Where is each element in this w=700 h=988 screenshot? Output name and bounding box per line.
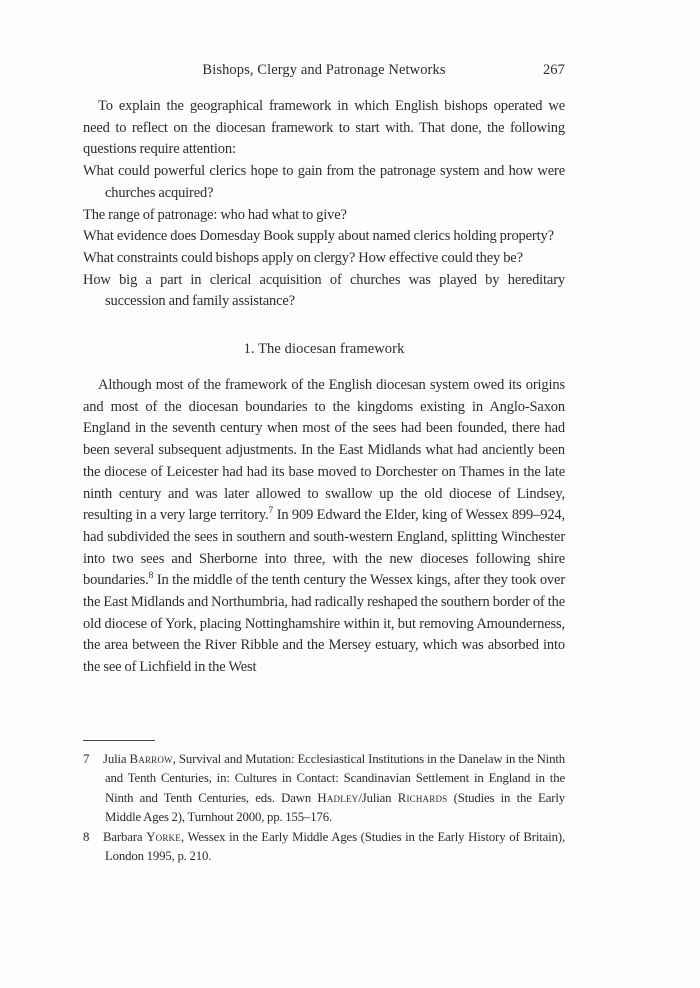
footnote-number: 7 (83, 752, 90, 766)
paragraph-text: Although most of the framework of the English diocesan system owed its origins and most of the diocesan boundaries to the kingdoms existing in Anglo-Saxon England in the seventh century when most of the sees had been founded, there had been several subsequent adjustments. In the East Midlands what had anciently been the diocese of Leicester had had its base moved to Dorchester on Thames in the late ninth century and was later allowed to swallow up the old diocese of Lindsey, resulting in a very large territory. (83, 377, 565, 524)
section-heading: 1. The diocesan framework (243, 341, 405, 358)
footnote-editor-name: Richards (397, 790, 448, 805)
footnote-text: /Julian (358, 790, 398, 805)
footnote-text: , Survival and Mutation: Ecclesiastical Institutions in the Danelaw in the Ninth and Tenth Centuries, in: Cultures in Contact: Scandinavian Settlement in England in the Ninth and Tenth Centuries, eds. Dawn (105, 752, 565, 805)
page-number: 267 (542, 62, 565, 78)
footnote-text: Julia (103, 752, 130, 766)
question-item: What constraints could bishops apply on clergy? How effective could they be? (83, 249, 523, 266)
footnote-section (83, 740, 565, 866)
footnote-7 (83, 750, 565, 828)
footnote-separator (83, 740, 155, 741)
paragraph-text: In 909 Edward the Elder, king of Wessex 899–924, had subdivided the sees in southern and south-western England, splitting Winchester into two sees and Sherborne into three, with the new dioceses following shire boundaries. (83, 507, 565, 589)
text-column (83, 60, 565, 679)
footnote-editor-name: Hadley (317, 790, 359, 805)
question-list (83, 161, 565, 313)
page-header (83, 60, 565, 80)
footnote-author-name: Yorke (146, 829, 181, 844)
footnote-text: , Wessex in the Early Middle Ages (Studies in the Early History of Britain), London 1995, p. 210. (105, 829, 565, 864)
footnote-8 (83, 828, 565, 867)
intro-paragraph: To explain the geographical framework in which English bishops operated we need to reflect on the diocesan framework to start with. That done, the following questions require attention: (83, 98, 565, 158)
question-item: The range of patronage: who had what to give? (83, 206, 347, 223)
question-item: What evidence does Domesday Book supply about named clerics holding property? (83, 228, 554, 245)
body-paragraph (83, 375, 565, 679)
question-item: What could powerful clerics hope to gain from the patronage system and how were churches acquired? (83, 163, 565, 201)
running-title: Bishops, Clergy and Patronage Networks (202, 62, 446, 78)
footnote-ref-8: 8 (148, 571, 154, 582)
question-item: How big a part in clerical acquisition of churches was played by hereditary succession and family assistance? (83, 271, 565, 310)
footnote-text: (Studies in the Early Middle Ages 2), Turnhout 2000, pp. 155–176. (105, 790, 565, 825)
footnote-author-name: Barrow (129, 752, 173, 766)
footnote-ref-7: 7 (268, 506, 274, 517)
footnote-number: 8 (83, 829, 90, 844)
paragraph-text: In the middle of the tenth century the Wessex kings, after they took over the East Midlands and Northumbria, had radically reshaped the southern border of the old diocese of York, placing Nottinghamshire within it, but removing Amounderness, the area between the River Ribble and the Mersey estuary, which was absorbed into the see of Lichfield in the West (83, 572, 565, 676)
footnote-text: Barbara (103, 829, 147, 844)
